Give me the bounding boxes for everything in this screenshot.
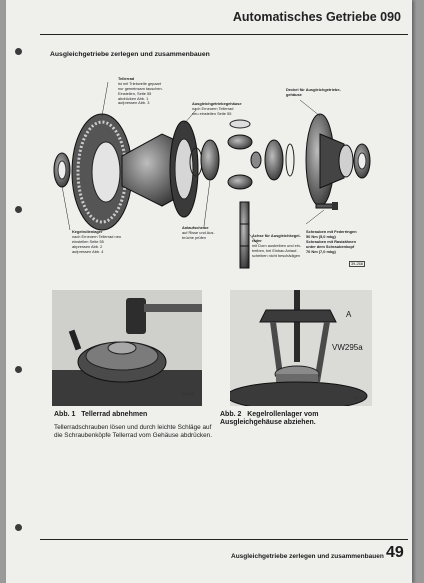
photo-code-2: 39-291 xyxy=(353,395,366,400)
photo-abb-1 xyxy=(52,290,202,406)
label-kegelrollenlager: Kegelrollenlager nach Erneuern Tellerrad neu einstellen Seite 55 abpressen Abb. 2 aufpressen Abb. 4 xyxy=(72,229,122,254)
binder-hole-icon xyxy=(15,206,22,213)
caption-2-title: Abb. 2 Kegelrollenlager vom Ausgleichgehäuse abziehen. xyxy=(220,411,319,427)
footer-rule xyxy=(40,539,408,540)
ausgleichgehaeuse-part xyxy=(122,121,202,217)
tellerrad-abnehmen-illustration xyxy=(52,290,202,406)
achse-part xyxy=(240,202,249,268)
page-header-title: Automatisches Getriebe 090 xyxy=(232,10,401,24)
label-ausgleichgehaeuse: Ausgleichgetriebegehäuse nach Erneuern Tellerrad neu einstellen Seite 55 xyxy=(192,101,242,116)
photo-code-1: 39-269 xyxy=(181,391,194,396)
caption-1-text: Tellerradschrauben lösen und durch leichte Schläge auf die Schraubenköpfe Tellerrad vom Gehäuse abdrücken. xyxy=(54,424,212,439)
footer-text: Ausgleichgetriebe zerlegen und zusammenbauen xyxy=(231,553,384,560)
label-achse: Achse für Ausgleichkegel- räder mit Dorn austreiben und ein- treiben, bei Einbau Anlauf- scheiben nicht beschädigen xyxy=(252,233,302,258)
manual-page xyxy=(6,0,412,583)
photo-abb-2 xyxy=(230,290,372,406)
diagram-figure-number: 39-268 xyxy=(351,262,363,266)
page-number: 49 xyxy=(386,544,404,561)
kegelrollenlager-right-part xyxy=(354,144,370,178)
label-tellerrad: Tellerrad ist mit Triebwelle gepaart nur gemeinsam tauschen. Einstellen, Seite 55 abdrücken Abb. 1 aufpressen Abb. 3 xyxy=(118,76,163,106)
caption-1-title: Abb. 1 Tellerrad abnehmen xyxy=(54,411,148,418)
section-title: Ausgleichgetriebe zerlegen und zusammenbauen xyxy=(50,51,210,58)
header-rule xyxy=(40,34,408,35)
tool-label-vw295a: VW295a xyxy=(332,343,363,352)
deckel-part xyxy=(306,114,353,206)
label-schrauben: Schrauben mit Federringen 50 Nm (5,0 mkg) Schrauben mit Rastzähnen unter dem Schraubenkopf 70 Nm (7,0 mkg) xyxy=(306,229,357,254)
binder-hole-icon xyxy=(15,524,22,531)
binder-hole-icon xyxy=(15,366,22,373)
tool-label-a: A xyxy=(346,310,352,319)
binder-hole-icon xyxy=(15,48,22,55)
label-deckel: Deckel für Ausgleichgetriebe- gehäuse xyxy=(286,87,341,97)
label-anlaufscheibe: Anlaufscheibe auf Risse und Aus- brüche prüfen xyxy=(182,225,215,240)
ausgleichkegelraeder-part xyxy=(201,120,294,189)
kegelrollenlager-part xyxy=(54,153,70,187)
